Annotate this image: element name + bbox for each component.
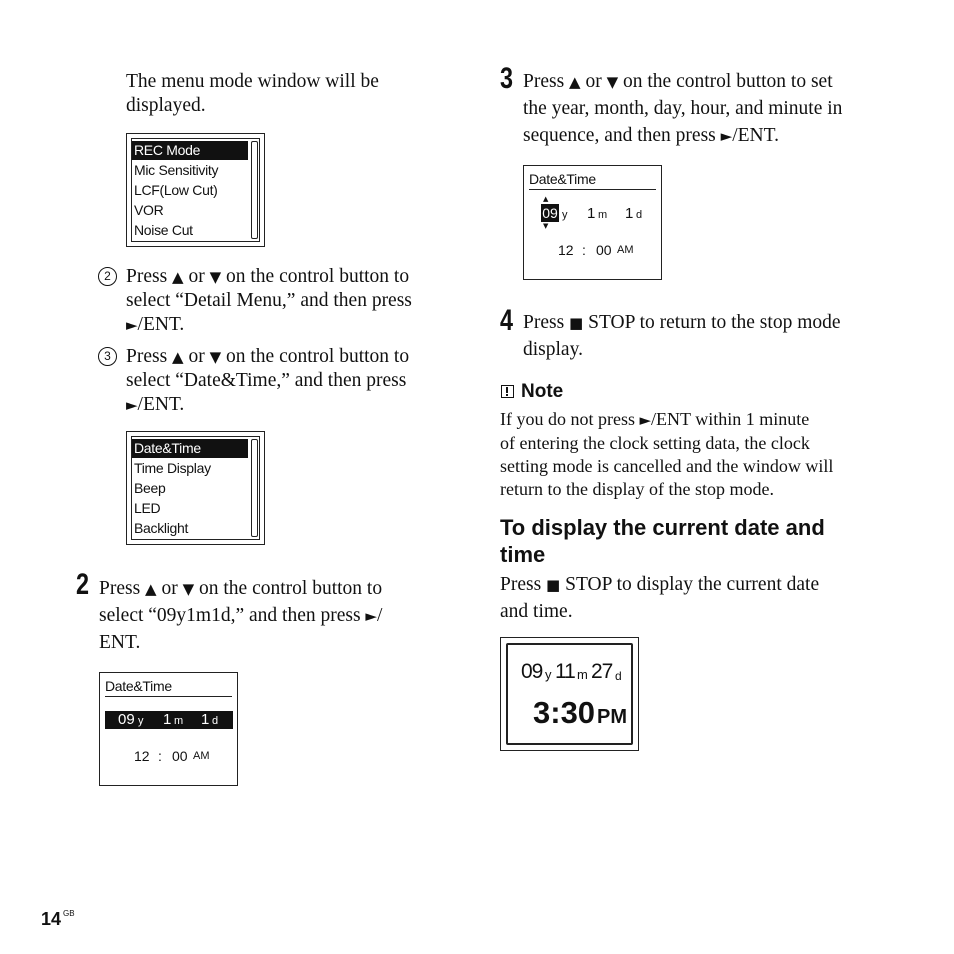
down-arrow-icon: ▼ xyxy=(606,73,619,91)
clock-date: 09 y 11 m 27 d xyxy=(521,660,621,683)
step-2-text: Press ▲ or ▼ on the control button to select “09y1m1d,” and then press ►/ ENT. xyxy=(99,578,383,653)
scrollbar xyxy=(251,439,258,537)
menu-item: Noise Cut xyxy=(134,222,193,238)
down-arrow-icon: ▼ xyxy=(209,348,222,366)
up-arrow-icon: ▲ xyxy=(172,348,184,366)
step-number: 3 xyxy=(500,62,514,95)
menu-item: Mic Sensitivity xyxy=(134,162,219,178)
up-arrow-icon: ▲ xyxy=(172,268,184,286)
date-time-window: Date&Time 09 y 1 m 1 d 12 : 00 AM xyxy=(99,672,238,786)
note-text: If you do not press ►/ENT within 1 minute of entering the clock setting data, the clock setting mode is cancelled and the window will return to the display of the stop mode. xyxy=(500,409,834,499)
year-selected: 09 xyxy=(542,205,558,221)
page-number: 14 $^{GB}$ xyxy=(41,909,75,929)
play-icon: ► xyxy=(126,316,138,334)
intro-text: The menu mode window will be displayed. xyxy=(126,71,379,116)
clock-time: 3:30 PM xyxy=(533,695,628,730)
menu-item: REC Mode xyxy=(132,141,248,160)
step-4-text: Press ■ STOP to return to the stop mode display. xyxy=(523,312,841,360)
section-heading: To display the current date and time xyxy=(500,515,825,567)
step-3-text: Press ▲ or ▼ on the control button to set the year, month, day, hour, and minute in sequence, and then press ►/ENT. xyxy=(523,71,843,146)
play-icon: ► xyxy=(639,411,652,429)
play-icon: ► xyxy=(365,607,377,625)
menu-item: Beep xyxy=(134,480,166,496)
menu-item: Time Display xyxy=(134,460,211,476)
up-arrow-icon: ▲ xyxy=(145,580,157,598)
down-arrow-icon: ▼ xyxy=(543,222,549,230)
step-number: 4 xyxy=(500,304,514,337)
circled-number: 3 xyxy=(98,347,117,366)
step-number: 2 xyxy=(76,568,90,601)
date-row-selected: 09 y 1 m 1 d xyxy=(105,711,233,729)
stop-icon: ■ xyxy=(569,314,584,332)
note-icon xyxy=(501,385,514,398)
up-arrow-icon: ▲ xyxy=(569,73,581,91)
up-arrow-icon: ▲ xyxy=(543,195,549,203)
menu-item: Backlight xyxy=(134,520,189,536)
play-icon: ► xyxy=(126,396,138,414)
play-icon: ► xyxy=(720,127,733,145)
circled-number: 2 xyxy=(98,267,117,286)
menu-window-detail xyxy=(126,431,265,545)
scrollbar xyxy=(251,141,258,239)
menu-item: Date&Time xyxy=(132,439,248,458)
clock-display xyxy=(500,637,639,751)
down-arrow-icon: ▼ xyxy=(182,580,195,598)
stop-icon: ■ xyxy=(546,576,561,594)
down-arrow-icon: ▼ xyxy=(209,268,222,286)
menu-item: VOR xyxy=(134,202,164,218)
display-instructions: Press ■ STOP to display the current date and time. xyxy=(500,574,820,622)
menu-window-rec xyxy=(126,133,265,247)
date-time-window-editing: Date&Time ▲ 09 ▼ y 1 m 1 d 12 : 00 AM xyxy=(523,165,662,280)
note-heading: Note xyxy=(501,381,563,401)
menu-item: LED xyxy=(134,500,161,516)
menu-item: LCF(Low Cut) xyxy=(134,182,218,198)
